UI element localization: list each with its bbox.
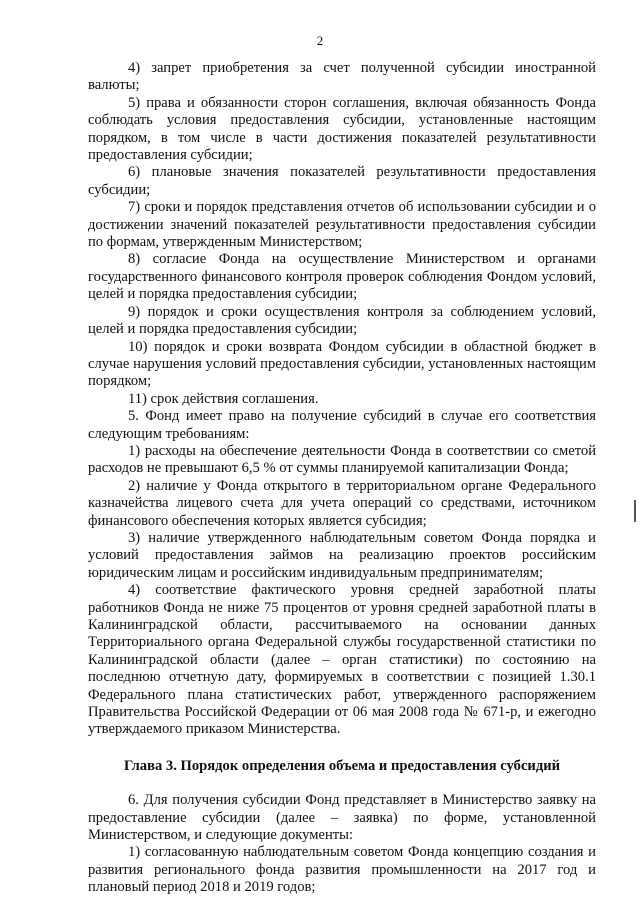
list-item: 10) порядок и сроки возврата Фондом субсидии в областной бюджет в случае нарушения условий предоставления субсидии, установленных настоящим порядком; <box>88 338 596 390</box>
scan-edge-mark <box>634 500 636 522</box>
page-number: 2 <box>316 33 324 48</box>
list-item: 1) расходы на обеспечение деятельности Фонда в соответствии со сметой расходов не превышают 6,5 % от суммы планируемой капитализации Фонда; <box>88 442 596 477</box>
chapter-heading: Глава 3. Порядок определения объема и предоставления субсидий <box>123 757 561 774</box>
list-item: 9) порядок и сроки осуществления контроля за соблюдением условий, целей и порядка предоставления субсидии; <box>88 303 596 338</box>
list-item: 5) права и обязанности сторон соглашения, включая обязанность Фонда соблюдать условия предоставления субсидии, установленные настоящим порядком, в том числе в части достижения показателей результативности предоставления субсидии; <box>88 94 596 164</box>
list-item: 11) срок действия соглашения. <box>128 390 319 407</box>
list-item: 3) наличие утвержденного наблюдательным советом Фонда порядка и условий предоставления займов на реализацию проектов российским юридическим лицам и российским индивидуальным предпринимателям; <box>88 529 596 581</box>
section-paragraph: 5. Фонд имеет право на получение субсидий в случае его соответствия следующим требованиям: <box>88 408 596 442</box>
section-paragraph: 6. Для получения субсидии Фонд представляет в Министерство заявку на предоставление субсидии (далее – заявка) по форме, установленной Министерством, и следующие документы: <box>88 792 596 844</box>
list-item: 7) сроки и порядок представления отчетов об использовании субсидии и о достижении значений показателей результативности предоставления субсидии по формам, утвержденным Министерством; <box>88 199 596 251</box>
list-item: 4) запрет приобретения за счет полученной субсидии иностранной валюты; <box>88 60 596 94</box>
list-item: 1) согласованную наблюдательным советом Фонда концепцию создания и развития регионального фонда развития промышленности на 2017 год и плановый период 2018 и 2019 годов; <box>88 844 596 896</box>
list-item: 8) согласие Фонда на осуществление Министерством и органами государственного финансового контроля проверок соблюдения Фондом условий, целей и порядка предоставления субсидии; <box>88 251 596 303</box>
document-body <box>88 60 596 897</box>
list-item: 4) соответствие фактического уровня средней заработной платы работников Фонда не ниже 75 процентов от уровня средней заработной платы в Калининградской области, рассчитываемого на основании данных Территориального органа Федеральной службы государственной статистики по Калининградской области (далее – орган статистики) по состоянию на последнюю отчетную дату, формируемых в соответствии с позицией 1.30.1 Федерального плана статистических работ, утвержденного распоряжением Правительства Российской Федерации от 06 мая 2008 года № 671-р, и ежегодно утверждаемого приказом Министерства. <box>88 582 596 738</box>
list-item: 6) плановые значения показателей результативности предоставления субсидии; <box>88 164 596 198</box>
list-item: 2) наличие у Фонда открытого в территориальном органе Федерального казначейства лицевого счета для учета операций со средствами, источником финансового обеспечения которых является субсидия; <box>88 477 596 529</box>
